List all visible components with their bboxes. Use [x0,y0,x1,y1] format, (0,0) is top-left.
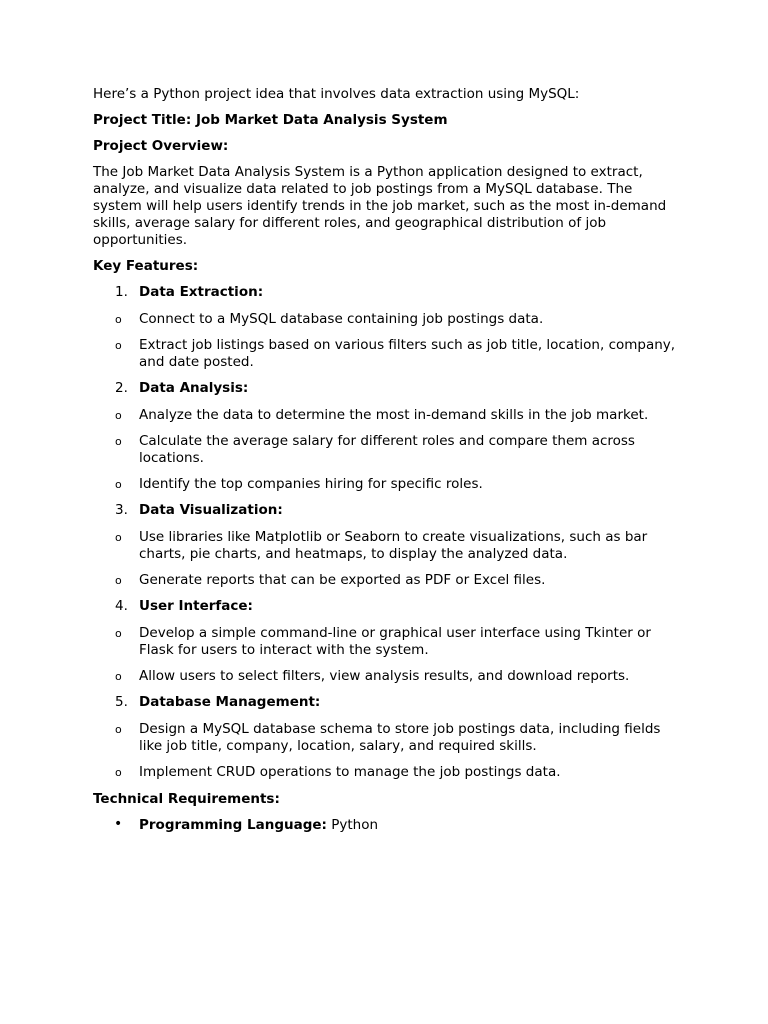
feature-title: User Interface: [139,598,253,614]
sub-item [93,721,683,755]
sub-item-text: Extract job listings based on various filters such as job title, location, company, and date posted. [139,337,676,370]
sub-item-text: Identify the top companies hiring for specific roles. [139,476,483,492]
sub-item [93,529,683,563]
sub-item [93,476,683,493]
circle-bullet-icon: o [115,531,122,544]
overview-paragraph: The Job Market Data Analysis System is a Python application designed to extract, analyze, and visualize data related to job postings from a MySQL database. The system will help users identify trends in the job market, such as the most in-demand skills, average salary for different roles, and geographical distribution of job opportunities. [93,164,667,248]
feature-list [93,284,683,781]
feature-number: 4. [115,598,128,614]
circle-bullet-icon: o [115,670,122,683]
sub-item [93,668,683,685]
circle-bullet-icon: o [115,627,122,640]
sub-item [93,337,683,371]
feature-number: 5. [115,694,128,710]
key-features-heading: Key Features: [93,258,199,274]
disc-bullet-icon: • [114,816,123,832]
feature-number: 2. [115,380,128,396]
circle-bullet-icon: o [115,766,122,779]
feature-title: Data Analysis: [139,380,249,396]
feature-item [93,380,683,397]
sub-item [93,311,683,328]
sub-item-text: Connect to a MySQL database containing job postings data. [139,311,544,327]
sub-item-text: Analyze the data to determine the most in-demand skills in the job market. [139,407,649,423]
feature-item [93,694,683,711]
circle-bullet-icon: o [115,478,122,491]
feature-title: Database Management: [139,694,321,710]
feature-item [93,284,683,301]
circle-bullet-icon: o [115,409,122,422]
sub-item [93,407,683,424]
sub-item-text: Implement CRUD operations to manage the job postings data. [139,764,561,780]
feature-number: 1. [115,284,128,300]
overview-heading: Project Overview: [93,138,229,154]
sub-item [93,572,683,589]
feature-title: Data Visualization: [139,502,283,518]
sub-item-text: Generate reports that can be exported as PDF or Excel files. [139,572,546,588]
intro-text: Here’s a Python project idea that involves data extraction using MySQL: [93,86,580,102]
sub-item-text: Design a MySQL database schema to store job postings data, including fields like job title, company, location, salary, and required skills. [139,721,661,754]
circle-bullet-icon: o [115,339,122,352]
sub-item-text: Develop a simple command-line or graphical user interface using Tkinter or Flask for users to interact with the system. [139,625,651,658]
technical-requirements-heading: Technical Requirements: [93,791,280,807]
project-title: Project Title: Job Market Data Analysis System [93,112,448,128]
feature-item [93,598,683,615]
tech-requirement-item [93,817,683,834]
feature-title: Data Extraction: [139,284,264,300]
circle-bullet-icon: o [115,313,122,326]
sub-item-text: Calculate the average salary for different roles and compare them across locations. [139,433,635,466]
document-page [93,86,683,834]
sub-item [93,764,683,781]
circle-bullet-icon: o [115,574,122,587]
circle-bullet-icon: o [115,723,122,736]
feature-number: 3. [115,502,128,518]
sub-item-text: Allow users to select filters, view analysis results, and download reports. [139,668,630,684]
sub-item-text: Use libraries like Matplotlib or Seaborn to create visualizations, such as bar charts, pie charts, and heatmaps, to display the analyzed data. [139,529,648,562]
sub-item [93,433,683,467]
tech-requirement-label: Programming Language: [139,817,327,833]
circle-bullet-icon: o [115,435,122,448]
feature-item [93,502,683,519]
tech-requirement-value: Python [326,817,379,833]
sub-item [93,625,683,659]
